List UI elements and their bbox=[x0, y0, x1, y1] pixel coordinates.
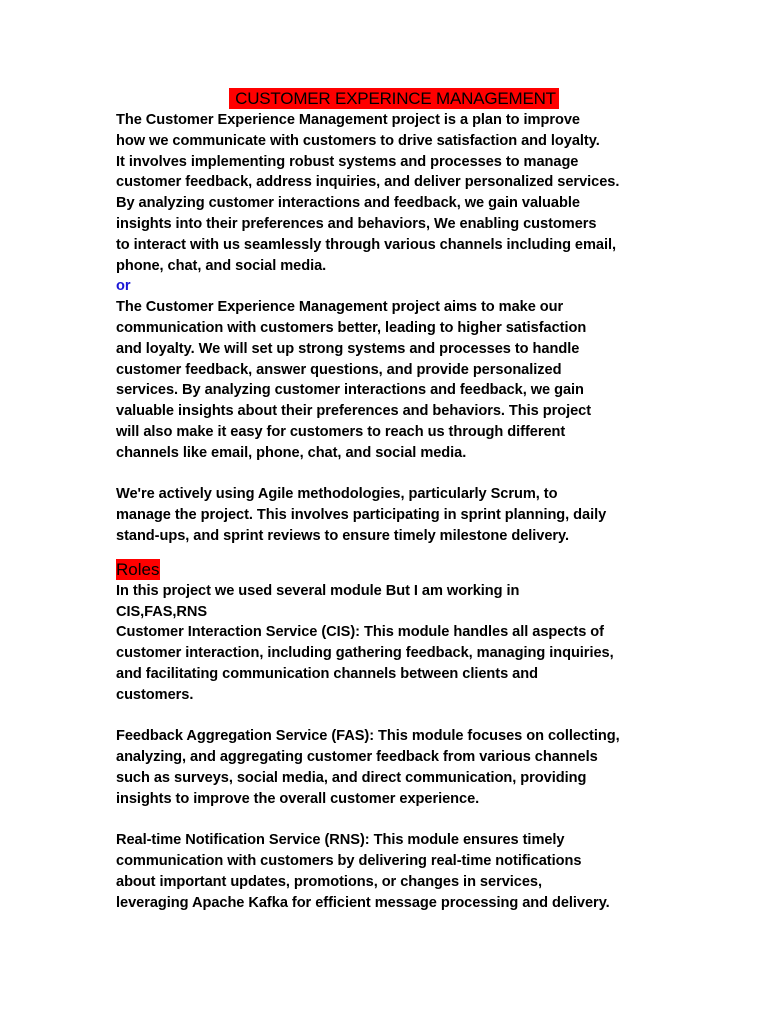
title-block bbox=[116, 88, 672, 109]
spacer bbox=[116, 464, 676, 485]
fas-paragraph: Feedback Aggregation Service (FAS): This module focuses on collecting, analyzing, and aggregating customer feedback from various channels such as surveys, social media, and direct communication, providing insights to improve the overall customer experience. bbox=[116, 728, 620, 807]
roles-intro-paragraph: In this project we used several module But I am working in CIS,FAS,RNS Customer Interaction Service (CIS): This module handles all aspects of customer interaction, including gathering feedback, managing inquiries, and facilitating communication channels between clients and customers. bbox=[116, 582, 614, 703]
agile-paragraph: We're actively using Agile methodologies, particularly Scrum, to manage the project. This involves participating in sprint planning, daily stand-ups, and sprint reviews to ensure timely milestone delivery. bbox=[116, 486, 607, 544]
or-separator: or bbox=[116, 278, 131, 295]
spacer bbox=[116, 706, 676, 727]
document-title: CUSTOMER EXPERINCE MANAGEMENT bbox=[229, 88, 559, 109]
roles-heading: Roles bbox=[116, 559, 160, 579]
intro-paragraph-1: The Customer Experience Management project is a plan to improve how we communicate with customers to drive satisfaction and loyalty. It involves implementing robust systems and processes to manage customer feedback, address inquiries, and deliver personalized services. By analyzing customer interactions and feedback, we gain valuable insights into their preferences and behaviors, We enabling customers to interact with us seamlessly through various channels including email, phone, chat, and social media. bbox=[116, 112, 620, 274]
document-page bbox=[116, 88, 676, 913]
rns-paragraph: Real-time Notification Service (RNS): This module ensures timely communication with customers by delivering real-time notifications about important updates, promotions, or changes in services, leveraging Apache Kafka for efficient message processing and delivery. bbox=[116, 832, 610, 911]
roles-heading-block bbox=[116, 559, 676, 581]
intro-paragraph-2: The Customer Experience Management project aims to make our communication with customers better, leading to higher satisfaction and loyalty. We will set up strong systems and processes to handle customer feedback, answer questions, and provide personalized services. By analyzing customer interactions and feedback, we gain valuable insights about their preferences and behaviors. This project will also make it easy for customers to reach us through different channels like email, phone, chat, and social media. bbox=[116, 299, 592, 461]
spacer bbox=[116, 810, 676, 831]
